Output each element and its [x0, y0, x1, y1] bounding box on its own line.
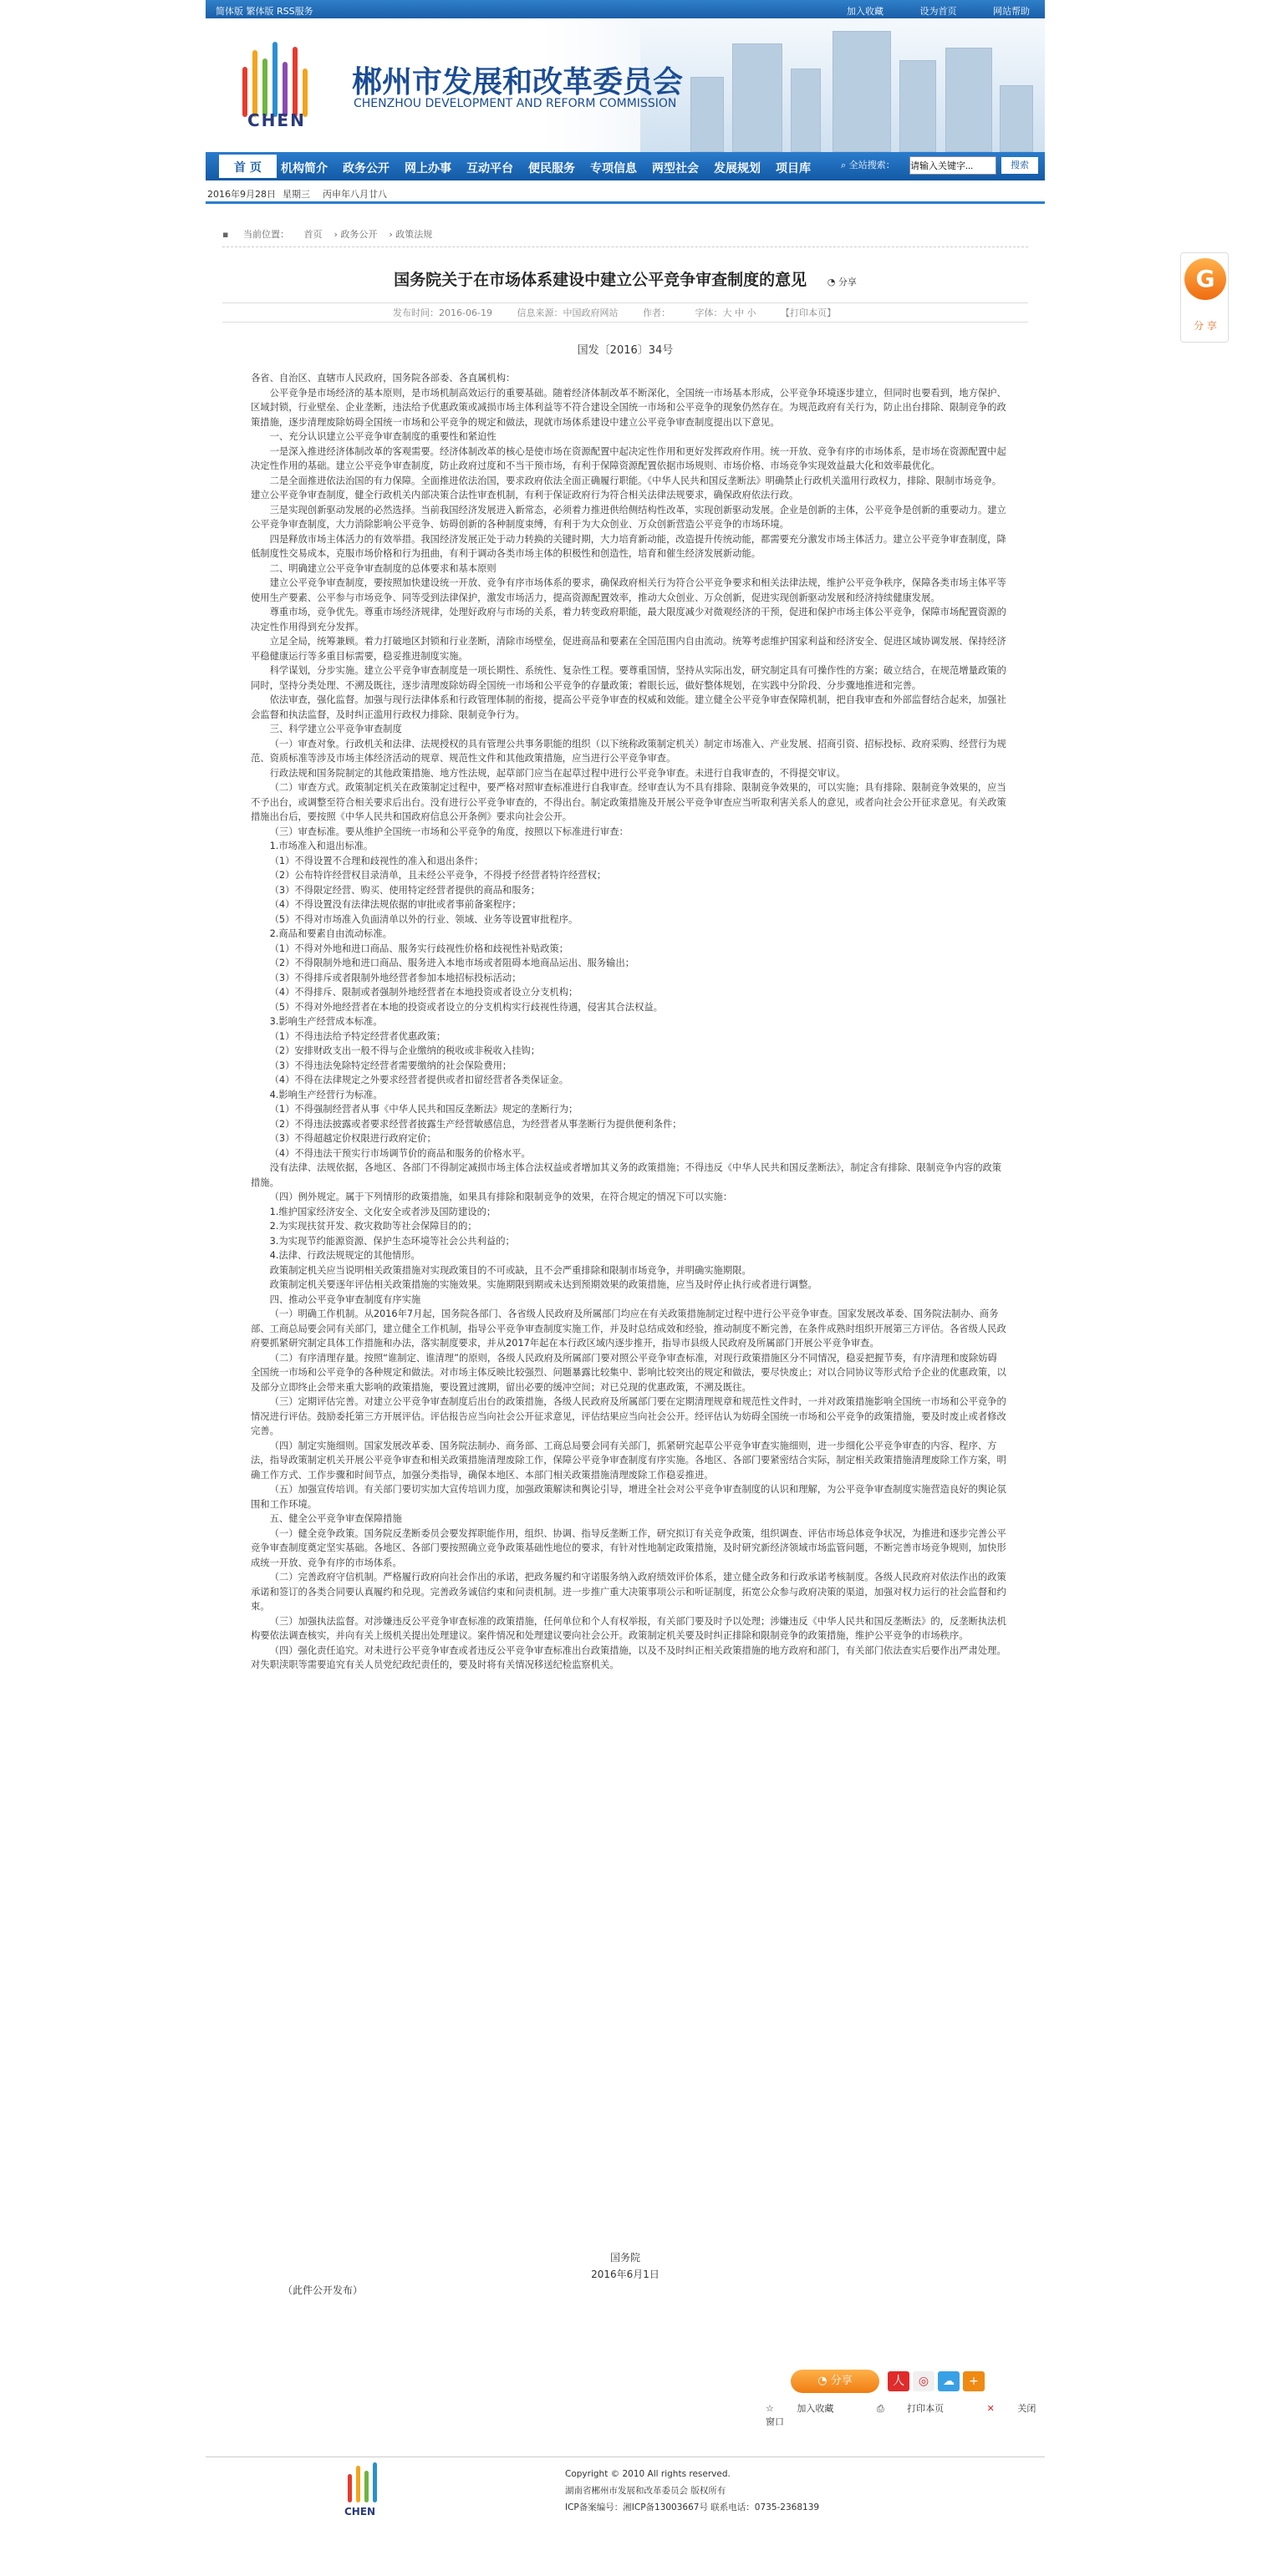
article-paragraph: （4）不得排斥、限制或者强制外地经营者在本地投资或者设立分支机构； — [269, 987, 578, 998]
date-bar — [206, 182, 1045, 204]
close-icon: ✕ — [986, 2403, 998, 2414]
top-links — [813, 4, 1030, 18]
nav-home[interactable]: 首 页 — [219, 155, 277, 178]
print-page[interactable]: ⎙ 打印本页 — [876, 2403, 945, 2414]
nav-convenience[interactable]: 便民服务 — [528, 162, 575, 175]
signer: 国务院 — [609, 2252, 640, 2264]
top-bar — [206, 0, 1045, 18]
article-paragraph: 4.影响生产经营行为标准。 — [269, 1089, 383, 1100]
article-paragraph: （1）不得强制经营者从事《中华人民共和国反垄断法》规定的垄断行为； — [269, 1104, 578, 1115]
footer — [206, 2457, 1045, 2523]
search-button[interactable]: 搜索 — [1001, 157, 1038, 174]
document-number: 国发〔2016〕34号 — [577, 344, 674, 357]
article-paragraph: 立足全局，统筹兼顾。着力打破地区封锁和行业垄断，清除市场壁垒，促进商品和要素在全国范围内自由流动。统筹考虑维护国家利益和经济安全、促进区域协调发展、保持经济平稳健康运行等多重目标需要，稳妥推进制度实施。 — [251, 636, 1006, 662]
article-paragraph: （3）不得排斥或者限制外地经营者参加本地招标投标活动； — [269, 972, 522, 983]
article-paragraph: （一）明确工作机制。从2016年7月起，国务院各部门、各省级人民政府及所属部门均应在有关政策措施制定过程中进行公平竞争审查。国家发展改革委、国务院法制办、商务部、工商总局要会同有关部门，建立健全工作机制，指导公平竞争审查制度实施工作，并及时总结成效和经验，推动制度不断完善，在条件成熟时组织开展第三方评估。各省级人民政府要抓紧研究制定具体工作措施和办法，落实制度要求，并从2017年起在本行政区域内逐步推开，指导市县级人民政府及所属部门开展公平竞争审查。 — [251, 1308, 1006, 1349]
article-paragraph: 政策制定机关应当说明相关政策措施对实现政策目的不可或缺，且不会严重排除和限制市场竞争，并明确实施期限。 — [269, 1264, 751, 1276]
article-paragraph: （四）制定实施细则。国家发展改革委、国务院法制办、商务部、工商总局要会同有关部门，抓紧研究起草公平竞争审查实施细则，进一步细化公平竞争审查的内容、程序、方法，指导政策制定机关开展公平竞争审查和相关政策措施清理废除工作，保障公平竞争审查制度有序实施。各地区、各部门要紧密结合实际，制定相关政策措施清理废除工作方案，明确工作方式、工作步骤和时间节点，加强分类指导，确保本地区、本部门相关政策措施清理废除工作稳妥推进。 — [251, 1440, 1006, 1481]
article-paragraph: （四）强化责任追究。对未进行公平竞争审查或者违反公平竞争审查标准出台政策措施，以及不及时纠正相关政策措施的地方政府和部门，有关部门依法查实后要作出严肃处理。对失职渎职等需要追究有关人员党纪政纪责任的，要及时将有关情况移送纪检监察机关。 — [251, 1644, 1006, 1670]
article-paragraph: 二、明确建立公平竞争审查制度的总体要求和基本原则 — [269, 562, 497, 574]
article-paragraph: 3.为实现节约能源资源、保护生态环境等社会公共利益的； — [269, 1235, 515, 1247]
nav-interaction[interactable]: 互动平台 — [466, 162, 513, 175]
add-favorite[interactable]: ☆ 加入收藏 — [766, 2403, 834, 2414]
owner: 湖南省郴州市发展和改革委员会 版权所有 — [565, 2486, 726, 2496]
author: 作者： — [642, 307, 670, 318]
article-paragraph: （二）有序清理存量。按照“谁制定、谁清理”的原则，各级人民政府及所属部门要对照公平竞争审查标准，对现行政策措施区分不同情况，稳妥把握节奏，有序清理和废除妨碍全国统一市场和公平竞争的各种规定和做法。对市场主体反映比较强烈、问题暴露比较集中、影响比较突出的规定和做法，要尽快废止；对以合同协议等形式给予企业的优惠政策，以及部分立即终止会带来重大影响的政策措施，要设置过渡期，留出必要的缓冲空间；对已兑现的优惠政策，不溯及既往。 — [251, 1352, 1006, 1393]
publish-time: 发布时间：2016-06-19 — [393, 307, 492, 318]
article-paragraph: 公平竞争是市场经济的基本原则，是市场机制高效运行的重要基础。随着经济体制改革不断深化，全国统一市场基本形成，公平竞争环境逐步建立，但同时也要看到，地方保护、区域封锁，行业壁垒、企业垄断，违法给予优惠政策或减损市场主体利益等不符合建设全国统一市场和公平竞争的现象仍然存在。为规范政府有关行为，防止出台排除、限制竞争的政策措施，逐步清理废除妨碍全国统一市场和公平竞争的规定和做法，现就市场体系建设中建立公平竞争审查制度提出以下意见。 — [251, 387, 1006, 428]
more-share-icon[interactable]: + — [963, 2371, 985, 2391]
article-paragraph: （一）健全竞争政策。国务院反垄断委员会要发挥职能作用，组织、协调、指导反垄断工作，研究拟订有关竞争政策，组织调查、评估市场总体竞争状况，为推进和逐步完善公平竞争审查制度奠定坚实基础。各地区、各部门要按照确立竞争政策基础性地位的要求，有针对性地制定政策措施，及时研究新经济领域市场监管问题，不断完善市场竞争规则，加快形成统一开放、竞争有序的市场体系。 — [251, 1527, 1006, 1568]
article-paragraph: 五、健全公平竞争审查保障措施 — [269, 1513, 402, 1524]
article-paragraph: 1.维护国家经济安全、文化安全或者涉及国防建设的； — [269, 1206, 497, 1217]
article-paragraph: 2.商品和要素自由流动标准。 — [269, 928, 392, 939]
nav-online-service[interactable]: 网上办事 — [405, 162, 451, 175]
share-icon: ◔ — [827, 277, 838, 287]
article-paragraph: （3）不得违法免除特定经营者需要缴纳的社会保险费用； — [269, 1059, 512, 1071]
icp-contact: ICP备案编号：湘ICP备13003667号 联系电话：0735-2368139 — [565, 2502, 820, 2512]
bookmark-link[interactable]: 加入收藏 — [847, 6, 884, 17]
article-paragraph: 尊重市场，竞争优先。尊重市场经济规律，处理好政府与市场的关系，着力转变政府职能，最大限度减少对微观经济的干预，促进和保护市场主体公平竞争，保障市场配置资源的决定性作用得到充分发挥。 — [251, 607, 1006, 633]
qzone-icon[interactable]: ☁ — [938, 2371, 960, 2391]
article-paragraph: 没有法律、法规依据，各地区、各部门不得制定减损市场主体合法权益或者增加其义务的政策措施；不得违反《中华人民共和国反垄断法》，制定含有排除、限制竞争内容的政策措施。 — [251, 1162, 1002, 1188]
article-paragraph: 1.市场准入和退出标准。 — [269, 841, 374, 851]
site-name: 郴州市发展和改革委员会 — [352, 64, 684, 99]
print-link[interactable]: 【打印本页】 — [780, 307, 836, 318]
location-icon: ▪ — [222, 229, 229, 240]
breadcrumb: ▪ 当前位置： 首页 › 政务公开 › 政策法规 — [222, 227, 1028, 247]
article-title: 国务院关于在市场体系建设中建立公平竞争审查制度的意见 — [394, 271, 807, 289]
share-link[interactable]: ◔ 分享 — [827, 277, 857, 287]
nav-open-gov[interactable]: 政务公开 — [343, 162, 390, 175]
footer-text — [565, 2466, 819, 2516]
share-toolbar — [791, 2370, 1008, 2393]
version-links[interactable]: 简体版 繁体版 RSS服务 — [216, 6, 313, 17]
breadcrumb-label: 当前位置： — [242, 229, 289, 240]
set-home-link[interactable]: 设为首页 — [919, 6, 957, 17]
article-paragraph: 3.影响生产经营成本标准。 — [269, 1016, 383, 1027]
article-paragraph: （五）加强宣传培训。有关部门要切实加大宣传培训力度，加强政策解读和舆论引导，增进全社会对公平竞争审查制度的认识和理解，为公平竞争审查制度实施营造良好的舆论氛围和工作环境。 — [251, 1484, 1006, 1510]
footer-logo — [339, 2469, 406, 2519]
breadcrumb-home[interactable]: 首页 — [303, 229, 323, 240]
share-icon: ◔ — [817, 2375, 831, 2387]
article-paragraph: 四、推动公平竞争审查制度有序实施 — [269, 1293, 421, 1305]
site-name-en: CHENZHOU DEVELOPMENT AND REFORM COMMISSION — [354, 97, 677, 110]
footer-logo-text: CHEN — [344, 2506, 376, 2518]
article-paragraph: （2）不得限制外地和进口商品、服务进入本地市场或者阻碍本地商品运出、服务输出； — [269, 958, 635, 968]
nav-planning[interactable]: 发展规划 — [714, 162, 761, 175]
help-link[interactable]: 网站帮助 — [993, 6, 1030, 17]
article-paragraph: 2.为实现扶贫开发、救灾救助等社会保障目的的； — [269, 1221, 477, 1232]
print-icon: ⎙ — [876, 2403, 888, 2414]
article-paragraph: （1）不得违法给予特定经营者优惠政策； — [269, 1030, 446, 1042]
article-paragraph: 4.法律、行政法规规定的其他情形。 — [269, 1250, 420, 1261]
floating-share[interactable] — [1180, 252, 1229, 343]
article-paragraph: 四是释放市场主体活力的有效举措。我国经济发展正处于动力转换的关键时期，大力培育新动能，改造提升传统动能，都需要充分激发市场主体活力。建立公平竞争审查制度，降低制度性交易成本，克服市场价格和行为扭曲，有利于调动各类市场主体的积极性和创造性，培育和催生经济发展新动能。 — [251, 533, 1006, 559]
weekday-text: 星期三 — [283, 189, 310, 200]
article-paragraph: （2）安排财政支出一般不得与企业缴纳的税收或非税收入挂钩； — [269, 1045, 541, 1056]
article-signature — [206, 2249, 1045, 2283]
search-label: ⌕ 全站搜索： — [841, 160, 895, 170]
date-text: 2016年9月28日 — [207, 189, 276, 200]
article-paragraph: （2）不得违法披露或者要求经营者披露生产经营敏感信息，为经营者从事垄断行为提供便利条件； — [269, 1118, 682, 1130]
share-button[interactable]: ◔ 分享 — [791, 2370, 879, 2393]
article-paragraph: 政策制定机关要逐年评估相关政策措施的实施效果。实施期限到期或未达到预期效果的政策措施，应当及时停止执行或者进行调整。 — [269, 1279, 817, 1290]
article-paragraph: （四）例外规定。属于下列情形的政策措施，如果具有排除和限制竞争的效果，在符合规定的情况下可以实施： — [269, 1191, 733, 1202]
article-paragraph: 依法审查，强化监督。加强与现行法律体系和行政管理体制的衔接，提高公平竞争审查的权威和效能。建立健全公平竞争审查保障机制，把自我审查和外部监督结合起来，加强社会监督和执法监督，及时纠正滥用行政权力排除、限制竞争行为。 — [251, 694, 1006, 720]
font-size-switch[interactable]: 字体：大 中 小 — [695, 307, 756, 318]
site-logo[interactable] — [231, 33, 339, 142]
article-paragraph: （4）不得在法律规定之外要求经营者提供或者扣留经营者各类保证金。 — [269, 1075, 568, 1085]
weibo-icon[interactable]: ◎ — [913, 2371, 934, 2391]
article-body — [251, 371, 1006, 1673]
page-operations — [766, 2401, 1045, 2428]
main-nav — [206, 152, 1045, 180]
info-source: 信息来源：中国政府网站 — [517, 307, 619, 318]
article-paragraph: （三）定期评估完善。对建立公平竞争审查制度后出台的政策措施，各级人民政府及所属部门要在定期清理规章和规范性文件时，一并对政策措施影响全国统一市场和公平竞争的情况进行评估。鼓励委托第三方开展评估。评估报告应当向社会公开征求意见，评估结果应当向社会公开。经评估认为妨碍全国统一市场和公平竞争的政策措施，要及时废止或者修改完善。 — [251, 1396, 1006, 1436]
article-paragraph: （二）完善政府守信机制。严格履行政府向社会作出的承诺，把政务履约和守诺服务纳入政府绩效评价体系，建立健全政务和行政承诺考核制度。各级人民政府对依法作出的政策承诺和签订的各类合同要认真履约和兑现。完善政务诚信约束和问责机制。进一步推广重大决策事项公示和听证制度，拓宽公众参与政府决策的渠道，加强对权力运行的社会监督和约束。 — [251, 1572, 1006, 1612]
nav-about[interactable]: 机构简介 — [281, 162, 328, 175]
header-banner — [206, 18, 1045, 152]
nav-two-type[interactable]: 两型社会 — [652, 162, 699, 175]
article-paragraph: 三、科学建立公平竞争审查制度 — [269, 724, 402, 734]
lunar-date: 丙申年八月廿八 — [323, 189, 387, 200]
article-paragraph: 一、充分认识建立公平竞争审查制度的重要性和紧迫性 — [269, 431, 497, 442]
share-logo-icon: G — [1195, 265, 1215, 292]
nav-projects[interactable]: 项目库 — [776, 162, 811, 175]
article-paragraph: 二是全面推进依法治国的有力保障。全面推进依法治国，要求政府依法全面正确履行职能。《中华人民共和国反垄断法》明确禁止行政机关滥用行政权力，排除、限制市场竞争。建立公平竞争审查制度，健全行政机关内部决策合法性审查机制，有利于保证政府行为符合相关法律法规要求，确保政府依法行政。 — [251, 475, 1002, 500]
breadcrumb-open-gov[interactable]: 政务公开 — [340, 229, 378, 240]
article-paragraph: 三是实现创新驱动发展的必然选择。当前我国经济发展进入新常态，必须着力推进供给侧结构性改革，实现创新驱动发展。企业是创新的主体，公平竞争是创新的重要动力。建立公平竞争审查制度，大力消除影响公平竞争、妨碍创新的各种制度束缚，有利于为大众创业、万众创新营造公平竞争的市场环境。 — [251, 504, 1006, 530]
article-paragraph: （2）公布特许经营权目录清单，且未经公平竞争，不得授予经营者特许经营权； — [269, 870, 607, 881]
article-paragraph: 行政法规和国务院制定的其他政策措施、地方性法规，起草部门应当在起草过程中进行公平竞争审查。未进行自我审查的，不得提交审议。 — [269, 767, 846, 779]
sign-date: 2016年6月1日 — [591, 2269, 659, 2280]
nav-special-info[interactable]: 专项信息 — [590, 162, 637, 175]
article-meta — [222, 302, 1028, 323]
article-paragraph: （1）不得设置不合理和歧视性的准入和退出条件； — [269, 855, 484, 866]
favorite-icon: ☆ — [766, 2403, 777, 2414]
search-icon: ⌕ — [841, 160, 849, 170]
article-paragraph: （4）不得设置没有法律法规依据的审批或者事前备案程序； — [269, 899, 522, 910]
logo-text: CHEN — [247, 110, 306, 130]
search-input[interactable] — [909, 156, 996, 175]
public-note: （此件公开发布） — [283, 2284, 364, 2296]
article-paragraph: 各省、自治区、直辖市人民政府，国务院各部委、各直属机构： — [251, 373, 516, 384]
article-paragraph: （5）不得对外地经营者在本地的投资或者设立的分支机构实行歧视性待遇，侵害其合法权益。 — [269, 1001, 663, 1013]
article-paragraph: 一是深入推进经济体制改革的客观需要。经济体制改革的核心是使市场在资源配置中起决定性作用和更好发挥政府作用。统一开放、竞争有序的市场体系，是市场在资源配置中起决定性作用的基础。建立公平竞争审查制度，防止政府过度和不当干预市场，有利于保障资源配置依据市场规则、市场价格、市场竞争实现效益最大化和效率最优化。 — [251, 445, 1006, 471]
article-paragraph: （4）不得违法干预实行市场调节价的商品和服务的价格水平。 — [269, 1147, 531, 1159]
article-title-row — [206, 267, 1045, 290]
floating-share-label: 分 享 — [1194, 320, 1217, 332]
article-paragraph: （3）不得限定经营、购买、使用特定经营者提供的商品和服务； — [269, 884, 541, 896]
article-paragraph: （3）不得超越定价权限进行政府定价； — [269, 1133, 436, 1144]
breadcrumb-policy[interactable]: 政策法规 — [395, 229, 433, 240]
copyright: Copyright © 2010 All rights reserved. — [565, 2469, 731, 2479]
pdf-share-icon[interactable]: 人 — [888, 2371, 909, 2391]
city-skyline — [640, 18, 1045, 152]
article-paragraph: 建立公平竞争审查制度，要按照加快建设统一开放、竞争有序市场体系的要求，确保政府相关行为符合公平竞争要求和相关法律法规，维护公平竞争秩序，保障各类市场主体平等使用生产要素、公平参与市场竞争、同等受到法律保护，激发市场活力，提高资源配置效率，推动大众创业、万众创新，促进实现创新驱动发展和经济持续健康发展。 — [251, 577, 1006, 603]
article-paragraph: （三）加强执法监督。对涉嫌违反公平竞争审查标准的政策措施，任何单位和个人有权举报，有关部门要及时予以处理；涉嫌违反《中华人民共和国反垄断法》的，反垄断执法机构要依法调查核实，并向有关上级机关提出处理建议。案件情况和处理建议要向社会公开。政策制定机关要及时纠正排除和限制竞争的政策措施，维护公平竞争的市场秩序。 — [251, 1615, 1006, 1641]
article-paragraph: （1）不得对外地和进口商品、服务实行歧视性价格和歧视性补贴政策； — [269, 943, 568, 954]
article-paragraph: （二）审查方式。政策制定机关在政策制定过程中，要严格对照审查标准进行自我审查。经审查认为不具有排除、限制竞争效果的，可以实施；具有排除、限制竞争效果的，应当不予出台，或调整至符合相关要求后出台。没有进行公平竞争审查的，不得出台。制定政策措施及开展公平竞争审查应当听取利害关系人的意见，或者向社会公开征求意见。有关政策措施出台后，要按照《中华人民共和国政府信息公开条例》要求向社会公开。 — [251, 782, 1006, 822]
article-paragraph: 科学谋划，分步实施。建立公平竞争审查制度是一项长期性、系统性、复杂性工程。要尊重国情，坚持从实际出发，研究制定具有可操作性的方案；破立结合，在规范增量政策的同时，坚持分类处理、不溯及既往，逐步清理废除妨碍全国统一市场和公平竞争的存量政策；着眼长远，做好整体规划，在实践中分阶段、分步骤地推进和完善。 — [251, 665, 1006, 691]
article-paragraph: （一）审查对象。行政机关和法律、法规授权的具有管理公共事务职能的组织（以下统称政策制定机关）制定市场准入、产业发展、招商引资、招标投标、政府采购、经营行为规范、资质标准等涉及市场主体经济活动的规章、规范性文件和其他政策措施，应当进行公平竞争审查。 — [251, 738, 1006, 764]
article-paragraph: （三）审查标准。要从维护全国统一市场和公平竞争的角度，按照以下标准进行审查： — [269, 826, 629, 837]
article-paragraph: （5）不得对市场准入负面清单以外的行业、领域、业务等设置审批程序。 — [269, 913, 578, 925]
close-window[interactable]: ✕ 关闭窗口 — [766, 2403, 1036, 2427]
